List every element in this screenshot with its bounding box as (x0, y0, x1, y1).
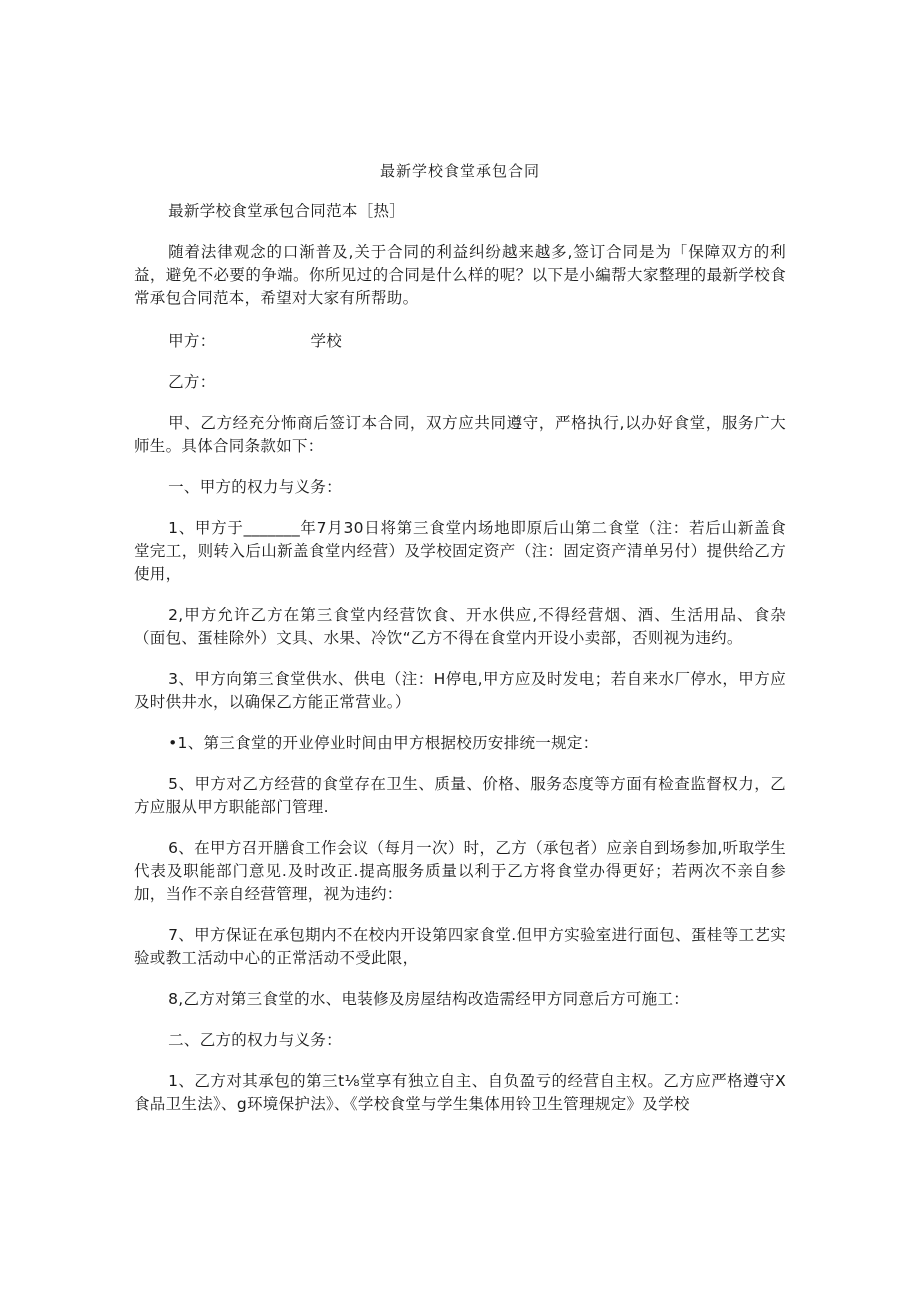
party-b-line (134, 371, 786, 394)
clause-1-6: 6、在甲方召开膳食工作会议（每月一次）时，乙方（承包者）应亲自到场参加,听取学生代表及职能部门意见.及时改正.提高服务质量以利于乙方将食堂办得更好；若两次不亲自参加，当作不亲自经营管理，视为违约： (134, 839, 786, 903)
clause-1-8: 8,乙方对第三食堂的水、电装修及房屋结构改造需经甲方同意后方可施工： (168, 990, 690, 1008)
clause-1-1: 1、甲方于_______年7月30日将第三食堂内场地即原后山第二食堂（注：若后山新盖食堂完工，则转入后山新盖食堂内经营）及学校固定资产（注：固定资产清单另付）提供给乙方使用， (134, 519, 786, 583)
party-a-label: 甲方： (168, 332, 216, 350)
preamble-paragraph: 甲、乙方经充分怖商后签订本合同，双方应共同遵守，严格执行,以办好食堂，服务广大师生。具体合同条款如下： (134, 414, 786, 455)
clause-1-4: •1、第三食堂的开业停业时间由甲方根据校历安排统一规定： (168, 734, 599, 752)
clause-1-7: 7、甲方保证在承包期内不在校内开设第四家食堂.但甲方实验室进行面包、蛋桂等工艺实验或教工活动中心的正常活动不受此限， (134, 926, 786, 967)
clause-1-5: 5、甲方对乙方经营的食堂存在卫生、质量、价格、服务态度等方面有检查监督权力，乙方应服从甲方职能部门管理. (134, 775, 786, 816)
party-a-value: 学校 (310, 332, 343, 350)
section-heading-1: 一、甲方的权力与义务： (168, 478, 342, 496)
intro-paragraph: 随着法律观念的口渐普及,关于合同的利益纠纷越来越多,签订合同是为「保障双方的利益，避免不必要的争端。你所见过的合同是什么样的呢？以下是小編帮大家整理的最新学校食常承包合同范本，希望对大家有所帮助。 (134, 243, 786, 307)
clause-2-1: 1、乙方对其承包的第三t⅛堂享有独立自主、自负盈亏的经营自主权。乙方应严格遵守X食品卫生法》、g环境保护法》、《学校食堂与学生集体用铃卫生管理规定》及学校 (134, 1072, 786, 1113)
clause-1-2: 2,甲方允许乙方在第三食堂内经营饮食、开水供应,不得经营烟、酒、生活用品、食杂（面包、蛋桂除外）文具、水果、冷饮“乙方不得在食堂内开设小卖部，否则视为违约。 (134, 606, 786, 647)
party-b-label: 乙方： (168, 373, 216, 391)
document-title: 最新学校食堂承包合同 (379, 162, 540, 180)
document-body (134, 200, 786, 1134)
party-a-line (134, 330, 786, 353)
clause-1-3: 3、甲方向第三食堂供水、供电（注：H停电,甲方应及时发电；若自来水厂停水，甲方应及时供井水，以确保乙方能正常营业。） (134, 670, 786, 711)
section-heading-2: 二、乙方的权力与义务： (168, 1031, 342, 1049)
document-subtitle: 最新学校食堂承包合同范本［热］ (168, 202, 406, 220)
